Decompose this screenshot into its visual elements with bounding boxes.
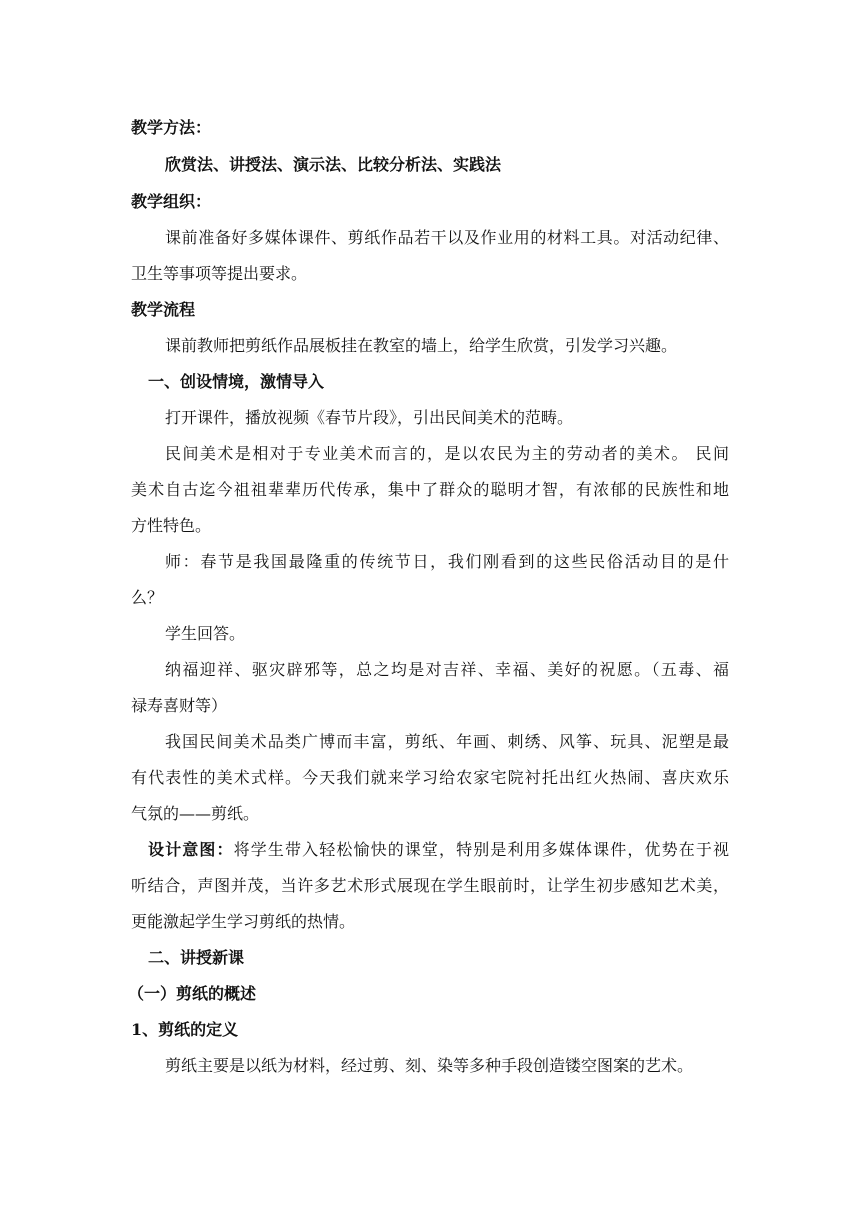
heading-teaching-method: 教学方法： bbox=[131, 118, 212, 137]
organization-line-2: 卫生等事项等提出要求。 bbox=[131, 264, 308, 283]
design-intent-line-1 bbox=[131, 840, 729, 862]
subsection-1-title: （一）剪纸的概述 bbox=[128, 984, 257, 1003]
paragraph-2-line-1: 民间美术是相对于专业美术而言的，是以农民为主的劳动者的美术。 民间 bbox=[165, 444, 729, 463]
design-intent-line-3: 更能激起学生学习剪纸的热情。 bbox=[131, 912, 356, 931]
design-intent-text: 将学生带入轻松愉快的课堂，特别是利用多媒体课件，优势在于视 bbox=[233, 840, 729, 859]
section-1-title: 一、创设情境，激情导入 bbox=[148, 372, 325, 391]
section-2-title: 二、讲授新课 bbox=[148, 948, 245, 967]
flow-paragraph: 课前教师把剪纸作品展板挂在教室的墙上，给学生欣赏，引发学习兴趣。 bbox=[165, 336, 678, 355]
paragraph-5-line-1: 纳福迎祥、驱灾辟邪等，总之均是对吉祥、幸福、美好的祝愿。（五毒、福 bbox=[165, 660, 729, 679]
paragraph-2-line-3: 方性特色。 bbox=[131, 516, 212, 535]
organization-line-1: 课前准备好多媒体课件、剪纸作品若干以及作业用的材料工具。对活动纪律、 bbox=[165, 228, 729, 247]
teaching-method-list: 欣赏法、讲授法、演示法、比较分析法、实践法 bbox=[165, 155, 502, 174]
heading-teaching-organization: 教学组织： bbox=[131, 192, 212, 211]
heading-teaching-flow: 教学流程 bbox=[131, 300, 196, 319]
paragraph-3-line-1: 师：春节是我国最隆重的传统节日，我们刚看到的这些民俗活动目的是什 bbox=[165, 552, 729, 571]
paragraph-3-line-2: 么？ bbox=[131, 588, 164, 607]
subsection-1-1-title: 1、剪纸的定义 bbox=[131, 1020, 239, 1039]
definition-paragraph: 剪纸主要是以纸为材料，经过剪、刻、染等多种手段创造镂空图案的艺术。 bbox=[165, 1056, 694, 1075]
paragraph-6-line-3: 气氛的——剪纸。 bbox=[131, 804, 260, 823]
design-intent-label: 设计意图： bbox=[148, 840, 234, 859]
paragraph-6-line-2: 有代表性的美术式样。今天我们就来学习给农家宅院衬托出红火热闹、喜庆欢乐 bbox=[131, 768, 729, 787]
design-intent-line-2: 听结合，声图并茂，当许多艺术形式展现在学生眼前时，让学生初步感知艺术美， bbox=[131, 876, 729, 895]
paragraph-6-line-1: 我国民间美术品类广博而丰富，剪纸、年画、刺绣、风筝、玩具、泥塑是最 bbox=[165, 732, 729, 751]
paragraph-2-line-2: 美术自古迄今祖祖辈辈历代传承，集中了群众的聪明才智，有浓郁的民族性和地 bbox=[131, 480, 729, 499]
paragraph-5-line-2: 禄寿喜财等） bbox=[131, 696, 228, 715]
paragraph-4: 学生回答。 bbox=[165, 624, 246, 643]
paragraph-1: 打开课件，播放视频《春节片段》，引出民间美术的范畴。 bbox=[165, 408, 574, 427]
